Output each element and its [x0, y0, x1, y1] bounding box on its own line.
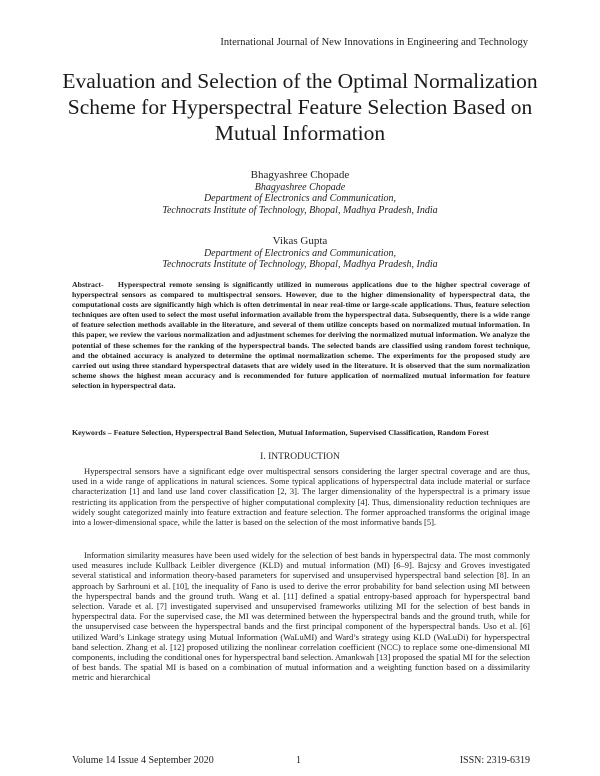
paragraph-text: Hyperspectral sensors have a significant edge over multispectral sensors considering the larger spectral coverage and are thus, used in a wide range of applications in natural sciences. Some typical applications of hyperspectral data include material or surface characterization [1] and land use land cover classification [2, 3]. The larger dimensionality of the hyperspectral is a primary issue restricting its application from the perspective of higher computational complexity [4]. Thus, dimensionality reduction techniques are widely sought categorized mainly into feature extraction and feature selection. The former approached transforms the original image into a lower-dimensional space, while the latter is based on the selection of the most informative bands [5]. — [72, 466, 530, 528]
intro-paragraph-2 — [72, 550, 530, 683]
abstract — [72, 280, 530, 391]
intro-paragraph-1 — [72, 466, 530, 527]
journal-name: International Journal of New Innovations in Engineering and Technology — [220, 37, 528, 48]
author-line: Bhagyashree Chopade — [254, 181, 346, 193]
author-affiliation: Technocrats Institute of Technology, Bhopal, Madhya Pradesh, India — [162, 259, 438, 270]
author-block-2 — [70, 236, 530, 271]
page-number: 1 — [296, 755, 301, 766]
author-affiliation: Technocrats Institute of Technology, Bhopal, Madhya Pradesh, India — [162, 204, 438, 216]
paper-title: Evaluation and Selection of the Optimal Normalization Scheme for Hyperspectral Feature Selection Based on Mutual Information — [62, 69, 538, 145]
author-affiliation: Department of Electronics and Communication, — [203, 247, 397, 259]
paragraph-text: Information similarity measures have been used widely for the selection of best bands in hyperspectral data. The most commonly used measures include Kullback Leibler divergence (KLD) and mutual information (MI) [6–9]. Bajcsy and Groves investigated several statistical and information theory-based parameters for supervised and unsupervised hyperspectral band selection [8]. In an approach by Sarhrouni et al. [10], the inequality of Fano is used to derive the error probability for band selection using MI between the hyperspectral bands and the ground truth. Wang et al. [11] defined a spatial entropy-based approach for hyperspectral band selection. Varade et al. [7] investigated supervised and unsupervised frameworks utilizing MI for the selection of best bands in hyperspectral data. For the supervised case, the MI was determined between the hyperspectral bands and the ground truth, while for the unsupervised case between the hyperspectral bands and the first principal component of the hyperspectral bands. Uso et al. [6] utilized Ward’s Linkage strategy using Mutual Information (WaLuMI) and Ward’s strategy using KLD (WaLuDi) for hyperspectral band selection. Zhang et al. [12] proposed utilizing the nonlinear correlation coefficient (NCC) to replace some one-dimensional MI components, including the conditional ones for hyperspectral band selection. Amankwah [13] proposed the spatial MI for the selection of best bands. The spatial MI is based on a combination of mutual information and a weighting function based on a dissimilarity metric and hierarchical — [72, 550, 530, 683]
author-block-1 — [70, 170, 530, 216]
author-affiliation: Department of Electronics and Communication, — [203, 193, 397, 204]
section-heading: I. INTRODUCTION — [260, 452, 340, 462]
author-name: Bhagyashree Chopade — [250, 169, 350, 181]
footer-volume: Volume 14 Issue 4 September 2020 — [72, 755, 214, 766]
abstract-label: Abstract- — [72, 280, 104, 289]
keywords: Keywords – Feature Selection, Hyperspectral Band Selection, Mutual Information, Supervised Classification, Random Forest — [72, 428, 489, 437]
footer-issn: ISSN: 2319-6319 — [459, 755, 530, 766]
author-name: Vikas Gupta — [272, 235, 328, 247]
abstract-text: Hyperspectral remote sensing is significantly utilized in numerous applications due to the higher spectral coverage of hyperspectral sensors as compared to multispectral sensors. However, due to the higher dimensionality of hyperspectral data, the computational costs are significantly high which is often detrimental in near real-time or large-scale applications. Thus, feature selection techniques are often used to select the most useful information available from the hyperspectral data. Subsequently, there is a wide range of feature selection methods available in the literature, and several of them utilize concepts based on normalized mutual information. In this paper, we review the various normalization and adjustment schemes for deriving the normalized mutual information. We analyze the potential of these schemes for the ranking of the hyperspectral bands. The selected bands are classified using random forest technique, and the obtained accuracy is analyzed to determine the optimal normalization scheme. The experiments for the proposed study are carried out using three standard hyperspectral datasets that are widely used in the literature. It is observed that the sum normalization scheme shows the highest mean accuracy and is recommended for future application of normalized mutual information for feature selection in hyperspectral data. — [72, 280, 530, 390]
